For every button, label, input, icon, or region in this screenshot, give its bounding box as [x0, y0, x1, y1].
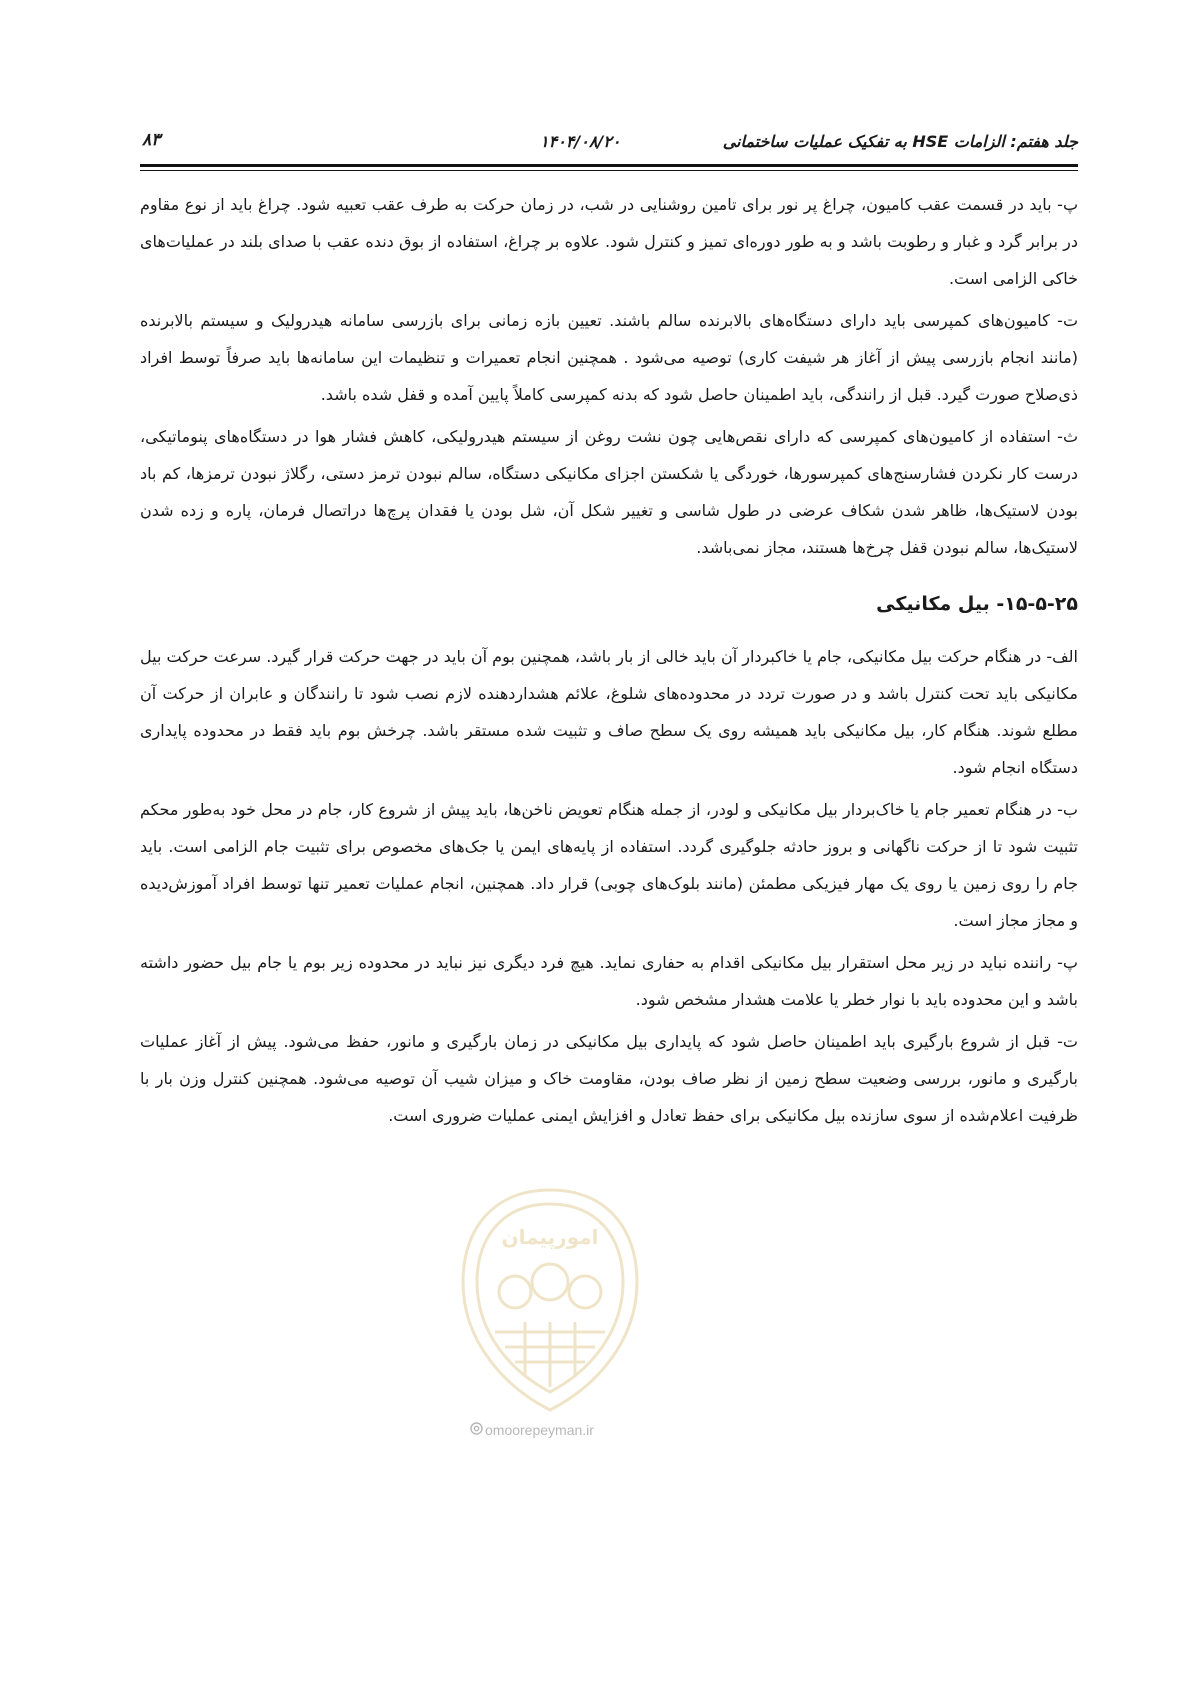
header-title: جلد هفتم: الزامات HSE به تفکیک عملیات ساختمانی [722, 132, 1078, 151]
watermark-url-text: omoorepeyman.ir [485, 1422, 594, 1438]
body-content [140, 186, 1078, 1139]
paragraph-se-truck-defects: ث- استفاده از کامیون‌های کمپرسی که دارای نقص‌هایی چون نشت روغن از سیستم هیدرولیکی، کاهش فشار هوا در دستگاه‌های پنوماتیکی، درست کار نکردن فشارسنج‌های کمپرسورها، خوردگی یا شکستن اجزای مکانیکی دستگاه، سالم نبودن ترمز دستی، رگلاژ نبودن ترمزها، کم باد بودن لاستیک‌ها، ظاهر شدن شکاف عرضی در طول شاسی و تغییر شکل آن، شل بودن یا فقدان پرچ‌ها دراتصال فرمان، پاره و زده شدن لاستیک‌ها، سالم نبودن قفل چرخ‌ها هستند، مجاز نمی‌باشد. [140, 427, 1078, 557]
page-number: ۸۳ [142, 130, 161, 150]
paragraph-te-truck-lift: ت- کامیون‌های کمپرسی باید دارای دستگاه‌های بالابرنده سالم باشند. تعیین بازه زمانی برای بازرسی سامانه هیدرولیک و سیستم بالابرنده (مانند انجام بازرسی پیش از آغاز هر شیفت کاری) توصیه می‌شود . همچنین انجام تعمیرات و تنظیمات این سامانه‌ها باید صرفاً توسط افراد ذی‌صلاح صورت گیرد. قبل از رانندگی، باید اطمینان حاصل شود که بدنه کمپرسی کاملاً پایین آمده و قفل شده باشد. [140, 311, 1078, 404]
paragraph-alef-excavator-moving: الف- در هنگام حرکت بیل مکانیکی، جام یا خاکبردار آن باید خالی از بار باشد، همچنین بوم آن باید در جهت حرکت قرار گیرد. سرعت حرکت بیل مکانیکی باید تحت کنترل باشد و در صورت تردد در محدوده‌های شلوغ، علائم هشداردهنده لازم نصب شود تا رانندگان و عابران از حرکت آن مطلع شوند. هنگام کار، بیل مکانیکی باید همیشه روی یک سطح صاف و تثبیت شده مستقر باشد. چرخش بوم باید فقط در محدوده پایداری دستگاه انجام شود. [140, 647, 1078, 777]
header-rule-thick [140, 164, 1078, 167]
instagram-icon [470, 1422, 483, 1438]
paragraph-pe-truck-light: پ- باید در قسمت عقب کامیون، چراغ پر نور برای تامین روشنایی در شب، در زمان حرکت به طرف عقب تعبیه شود. چراغ باید از نوع مقاوم در برابر گرد و غبار و رطوبت باشد و به طور دوره‌ای تمیز و کنترل شود. علاوه بر چراغ، استفاده از بوق دنده عقب با صدای بلند در عملیات‌های خاکی الزامی است. [140, 195, 1078, 288]
paragraph-te-loading-stability: ت- قبل از شروع بارگیری باید اطمینان حاصل شود که پایداری بیل مکانیکی در زمان بارگیری و مانور، حفظ می‌شود. پیش از آغاز عملیات بارگیری و مانور، بررسی وضعیت سطح زمین از نظر صاف بودن، مقاومت خاک و میزان شیب آن توصیه می‌شود. همچنین کنترل وزن بار با ظرفیت اعلام‌شده از سوی سازنده بیل مکانیکی برای حفظ تعادل و افزایش ایمنی عملیات ضروری است. [140, 1032, 1078, 1125]
watermark-url [470, 1422, 670, 1438]
header-rule-thin [140, 170, 1078, 171]
header-date: ۱۴۰۴/۰۸/۲۰ [540, 132, 621, 151]
watermark-logo [455, 1182, 645, 1417]
running-header [140, 128, 1078, 156]
watermark-logo-text: امورپیمان [501, 1225, 599, 1249]
paragraph-pe-no-digging-under: پ- راننده نباید در زیر محل استقرار بیل مکانیکی اقدام به حفاری نماید. هیچ فرد دیگری نیز نباید در محدوده زیر بوم یا جام بیل حضور داشته باشد و این محدوده باید با نوار خطر یا علامت هشدار مشخص شود. [140, 953, 1078, 1009]
paragraph-be-bucket-repair: ب- در هنگام تعمیر جام یا خاک‌بردار بیل مکانیکی و لودر، از جمله هنگام تعویض ناخن‌ها، باید پیش از شروع کار، جام در محل خود به‌طور محکم تثبیت شود تا از حرکت ناگهانی و بروز حادثه جلوگیری گردد. استفاده از پایه‌های ایمن یا جک‌های مخصوص برای تثبیت جام الزامی است. باید جام را روی زمین یا روی یک مهار فیزیکی مطمئن (مانند بلوک‌های چوبی) قرار داد. همچنین، انجام عملیات تعمیر تنها توسط افراد آموزش‌دیده و مجاز مجاز است. [140, 800, 1078, 930]
section-heading: ۱۵-۵-۲۵- بیل مکانیکی [876, 593, 1078, 615]
